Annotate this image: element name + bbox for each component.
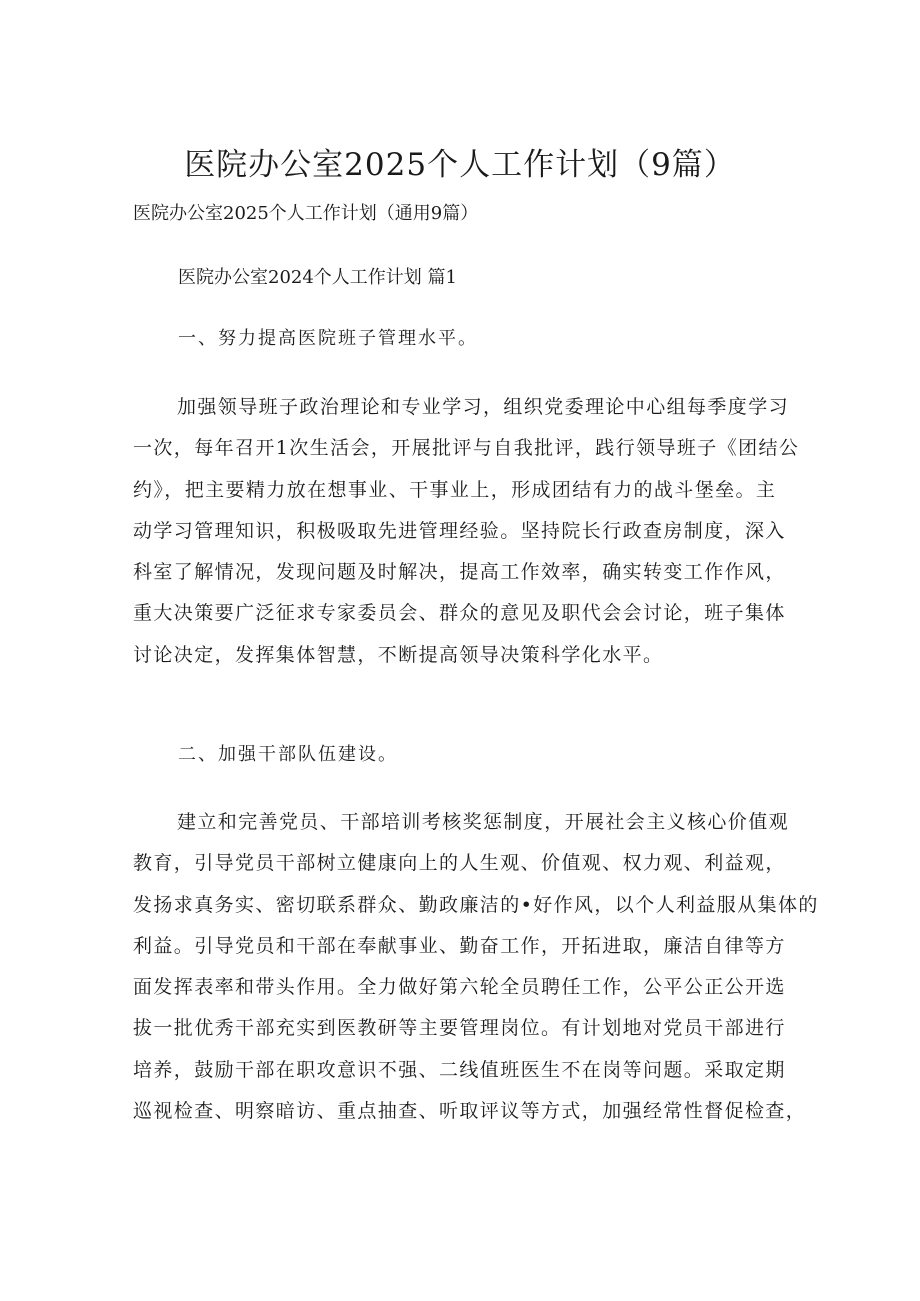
article-heading: 医院办公室2024个人工作计划 篇1	[178, 267, 457, 288]
paragraph-line: 教育，引导党员干部树立健康向上的人生观、价值观、权力观、利益观，	[133, 852, 786, 875]
paragraph-line: 动学习管理知识，积极吸取先进管理经验。坚持院长行政查房制度，深入	[133, 519, 786, 542]
paragraph-line: 一次，每年召开1次生活会，开展批评与自我批评，践行领导班子《团结公	[133, 437, 800, 460]
paragraph-line: 科室了解情况，发现问题及时解决，提高工作效率，确实转变工作作风，	[133, 561, 786, 584]
section-2-paragraph	[133, 802, 819, 1132]
paragraph-line: 巡视检查、明察暗访、重点抽查、听取评议等方式，加强经常性督促检查，	[133, 1100, 807, 1123]
paragraph-line: 约》，把主要精力放在想事业、干事业上，形成团结有力的战斗堡垒。主	[133, 478, 777, 501]
document-title: 医院办公室2025个人工作计划（9篇）	[184, 147, 736, 183]
paragraph-line: 重大决策要广泛征求专家委员会、群众的意见及职代会会讨论，班子集体	[133, 602, 786, 625]
paragraph-line: 面发挥表率和带头作用。全力做好第六轮全员聘任工作，公平公正公开选	[133, 976, 786, 999]
paragraph-line: 讨论决定，发挥集体智慧，不断提高领导决策科学化水平。	[133, 643, 664, 666]
document-subtitle: 医院办公室2025个人工作计划（通用9篇）	[133, 203, 479, 224]
section-heading-2: 二、加强干部队伍建设。	[178, 744, 398, 765]
paragraph-line: 拔一批优秀干部充实到医教研等主要管理岗位。有计划地对党员干部进行	[133, 1017, 786, 1040]
paragraph-line: 培养，鼓励干部在职攻意识不强、二线值班医生不在岗等问题。采取定期	[133, 1058, 786, 1081]
paragraph-line: 利益。引导党员和干部在奉献事业、勤奋工作，开拓进取，廉洁自律等方	[133, 934, 786, 957]
paragraph-line: 建立和完善党员、干部培训考核奖惩制度，开展社会主义核心价值观	[177, 811, 790, 833]
paragraph-line: 发扬求真务实、密切联系群众、勤政廉洁的•好作风，以个人利益服从集体的	[133, 893, 819, 916]
section-1-paragraph	[133, 387, 800, 676]
section-heading-1: 一、努力提高医院班子管理水平。	[178, 328, 478, 349]
paragraph-line: 加强领导班子政治理论和专业学习，组织党委理论中心组每季度学习	[177, 396, 790, 418]
